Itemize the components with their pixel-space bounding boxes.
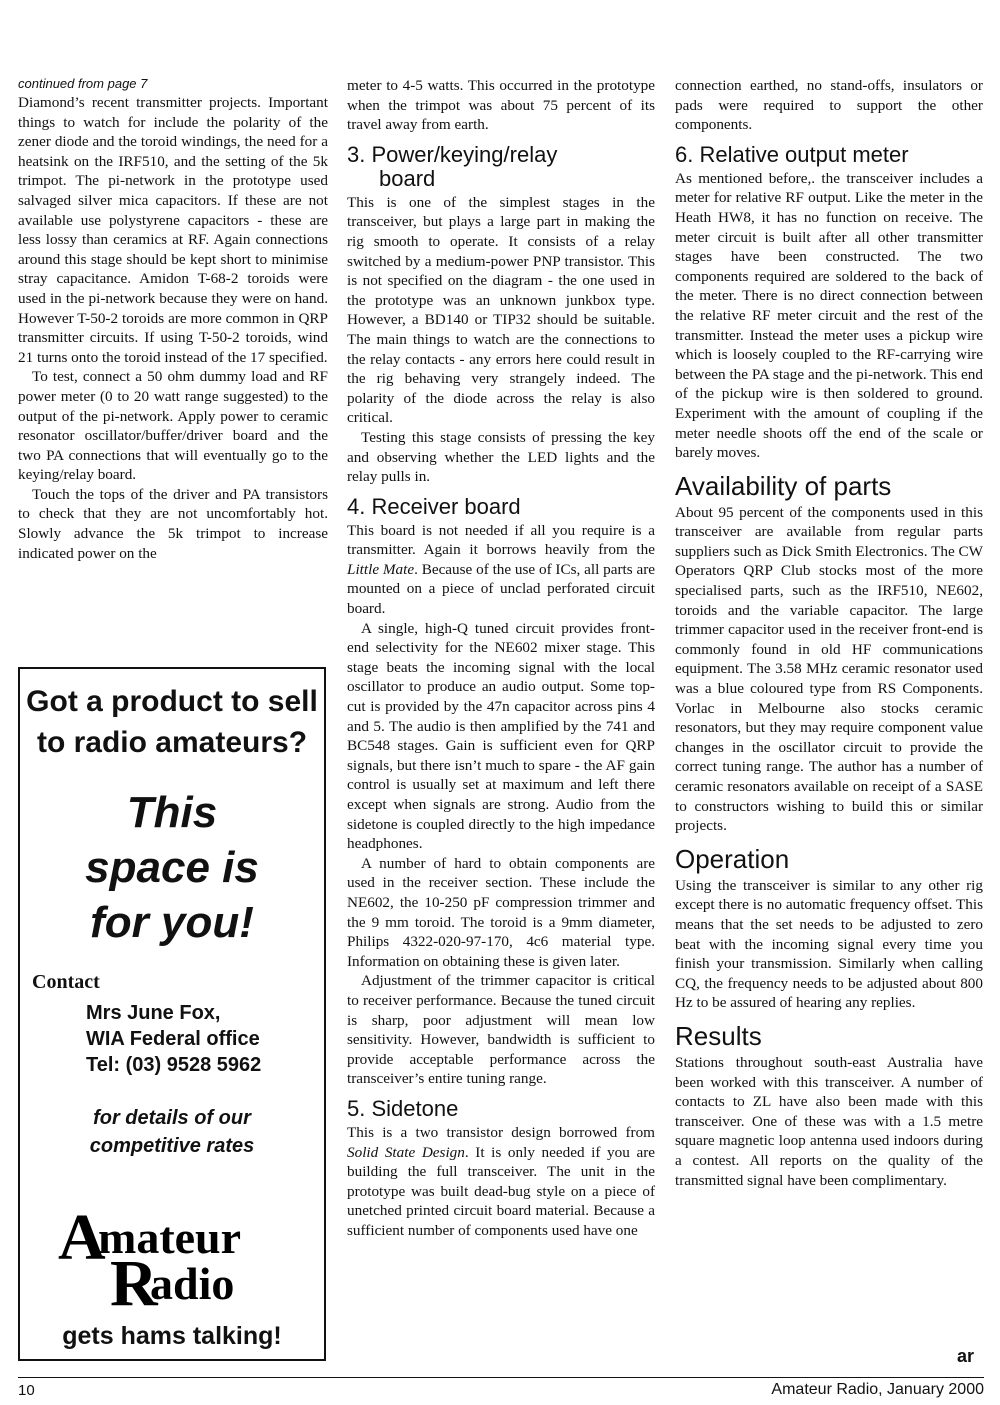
publication-footer: Amateur Radio, January 2000 — [771, 1381, 984, 1398]
ad-details-line: competitive rates — [89, 1135, 255, 1157]
paragraph: A single, high-Q tuned circuit provides front-end selectivity for the NE602 mixer stage. This stage beats the incoming signal with the local oscillator to produce an audio output. Some top-cut is provided by the 47n capacitor across pins 4 and 5. The audio is then amplified by the 741 and BC548 stages. Gain is sufficient even for QRP signals, but there isn’t much to spare - the AF gain control is usually set at maximum and left there except when signals are strong. Audio from the sidetone is coupled directly to the high impedance headphones. — [347, 619, 655, 853]
paragraph: connection earthed, no stand-offs, insulators or pads were required to support the other components. — [675, 77, 983, 134]
logo-letter: A — [58, 1201, 106, 1274]
advertisement-box — [18, 667, 326, 1361]
section-heading: 5. Sidetone — [347, 1095, 459, 1121]
section-heading: Availability of parts — [675, 470, 892, 501]
amateur-radio-logo — [58, 1201, 288, 1320]
text-run: . It is only needed if you are building the full transceiver. The unit in the prototype was built dead-bug style on a piece of unetched printed circuit board material. Because a sufficient number of components used have one — [347, 1143, 655, 1239]
section-heading: Results — [675, 1020, 762, 1051]
paragraph: Touch the tops of the driver and PA transistors to check that they are not uncomfortably hot. Slowly advance the 5k trimpot to increase indicated power on the — [18, 485, 328, 562]
logo-word: adio — [150, 1258, 235, 1309]
ad-contact-name: Mrs June Fox, — [86, 1002, 221, 1024]
text-run: This is a two transistor design borrowed from — [347, 1123, 655, 1141]
section-heading: Operation — [675, 843, 790, 874]
ad-space-line: This — [126, 788, 218, 837]
text-run: This board is not needed if all you require is a transmitter. Again it borrows heavily from the — [347, 521, 655, 559]
continued-note: continued from page 7 — [18, 76, 148, 91]
ad-details-line: for details of our — [93, 1107, 251, 1129]
section-heading: 6. Relative output meter — [675, 141, 909, 167]
column-left — [18, 74, 328, 563]
paragraph: Adjustment of the trimmer capacitor is critical to receiver performance. Because the tuned circuit is sharp, poor adjustment will mean low sensitivity. However, bandwidth is sufficient to provide acceptable performance across the transceiver’s entire tuning range. — [347, 972, 655, 1088]
footer-rule — [18, 1377, 984, 1378]
logo-letter: R — [110, 1247, 158, 1320]
text-run: . Because of the use of ICs, all parts are mounted on a piece of unclad perforated circuit board. — [347, 560, 655, 618]
paragraph: Testing this stage consists of pressing the key and observing whether the LED lights and the relay pulls in. — [347, 428, 655, 486]
book-title: Little Mate — [347, 560, 415, 578]
paragraph: As mentioned before,. the transceiver includes a meter for relative RF output. Like the meter in the Heath HW8, it has no function on receive. The meter circuit is built after all other transmitter stages have been constructed. The two components required are soldered to the back of the meter. There is no direct connection between the relative RF meter circuit and the rest of the transmitter. Instead the meter uses a pickup wire which is loosely coupled to the RF-carrying wire between the PA stage and the pi-network. This end of the pickup wire is then soldered to ground. Experiment with the amount of coupling if the meter needle shoots off the end of the scale or barely moves. — [675, 169, 983, 462]
ad-contact-label: Contact — [32, 971, 100, 993]
section-heading — [347, 143, 655, 191]
heading-line: 3. Power/keying/relay — [347, 141, 558, 167]
heading-line: board — [379, 165, 436, 191]
ad-contact-details — [86, 1000, 324, 1078]
paragraph: Using the transceiver is similar to any other rig except there is no automatic frequency offset. This means that the set needs to be adjusted to zero beat with the incoming signal every time you finish your transmission. Similarly when calling CQ, the frequency needs to be adjusted about 800 Hz to be assured of hearing any replies. — [675, 876, 983, 1012]
logo-word: mateur — [98, 1212, 242, 1263]
page-number: 10 — [18, 1382, 35, 1399]
paragraph: Stations throughout south-east Australia have been worked with this transceiver. A number of contacts to ZL have also been made with this transceiver. One of these was with a 1.5 metre square magnetic loop antenna used indoors during a contest. All reports on the quality of the transmitted signal have been complimentary. — [675, 1053, 983, 1189]
paragraph: This is one of the simplest stages in the transceiver, but plays a large part in making the rig smooth to operate. It consists of a relay switched by a medium-power PNP transistor. This is not specified on the diagram - the one used in the prototype was an unknown junkbox type. However, a BD140 or TIP32 should be suitable. The main things to watch are the connections to the relay contacts - any errors here could result in the rig behaving very strangely indeed. The polarity of the diode across the relay is also critical. — [347, 193, 655, 427]
ad-space-line: for you! — [90, 898, 254, 947]
ad-details — [20, 1104, 324, 1160]
ad-contact-org: WIA Federal office — [86, 1028, 260, 1050]
column-middle — [347, 76, 655, 1240]
paragraph — [347, 521, 655, 619]
paragraph: To test, connect a 50 ohm dummy load and RF power meter (0 to 20 watt range suggested) to the output of the pi-network. Apply power to ceramic resonator oscillator/buffer/driver board and the two PA connections that will eventually go to the keying/relay board. — [18, 368, 328, 484]
paragraph: About 95 percent of the components used in this transceiver are available from regular parts suppliers such as Dick Smith Electronics. The CW Operators QRP Club stocks most of the more specialised parts, such as the IRF510, NE602, toroids and the variable capacitor. The large trimmer capacitor used in the receiver front-end is commonly found in old HF communications equipment. The 3.58 MHz ceramic resonator used was a blue coloured type from RS Components. Vorlac in Melbourne also stocks ceramic resonators, but they may require component value changes in the oscillator circuit to provide the correct tuning range. The author has a number of ceramic resonators available on receipt of a SASE to constructors wishing to build this or similar projects. — [675, 503, 983, 835]
paragraph: A number of hard to obtain components are used in the receiver section. These include the NE602, the 10-250 pF compression trimmer and the 9 mm toroid. The toroid is a 9mm diameter, Philips 4322-020-97-170, 4c6 material type. Information on obtaining these is given later. — [347, 854, 655, 970]
section-heading: 4. Receiver board — [347, 493, 521, 519]
paragraph: meter to 4-5 watts. This occurred in the prototype when the trimpot was about 75 percent of its travel away from earth. — [347, 77, 655, 134]
paragraph — [347, 1123, 655, 1241]
column-right — [675, 76, 983, 1190]
book-title: Solid State Design — [347, 1143, 465, 1161]
ad-tagline: gets hams talking! — [62, 1322, 282, 1350]
ad-space-line: space is — [85, 843, 259, 892]
ad-headline: Got a product to sell to radio amateurs? — [26, 685, 318, 759]
end-of-article-mark: ar — [957, 1346, 975, 1366]
ad-contact-tel: Tel: (03) 9528 5962 — [86, 1054, 262, 1076]
paragraph: Diamond’s recent transmitter projects. Important things to watch for include the polarity of the zener diode and the toroid windings, the need for a heatsink on the IRF510, and the setting of the 5k trimpot. The pi-network in the prototype used salvaged silver mica capacitors. If these are not available use polystyrene capacitors - these are less lossy than ceramics at RF. Again connections around this stage should be kept short to minimise stray capacitance. Amidon T-68-2 toroids were used in the pi-network because they were on hand. However T-50-2 toroids are more common in QRP transmitter circuits. If using T-50-2 toroids, wind 21 turns onto the toroid instead of the 17 specified. — [18, 94, 328, 366]
ad-space-message — [20, 785, 324, 950]
